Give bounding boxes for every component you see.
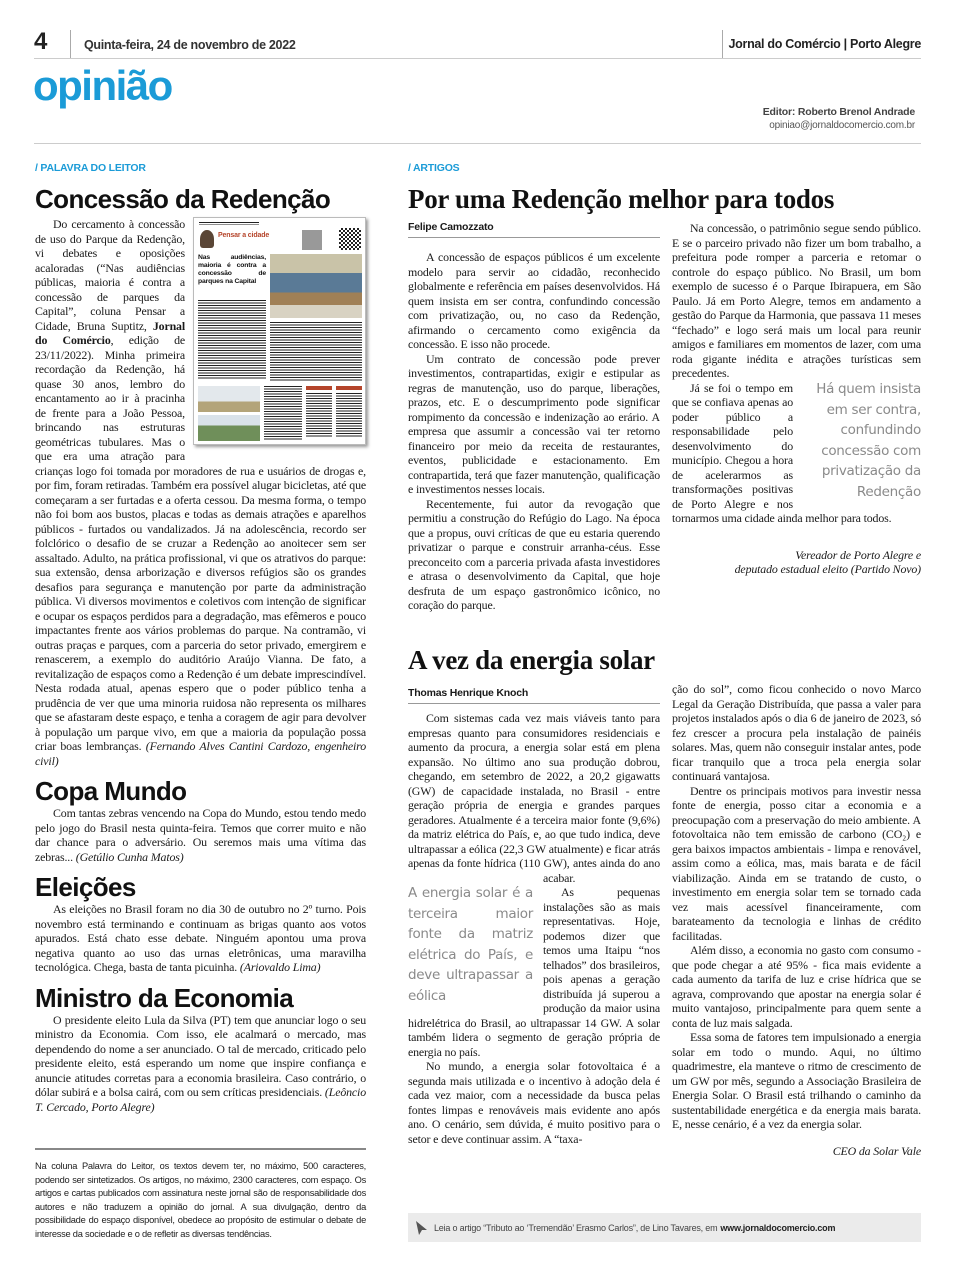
editor-email[interactable]: opiniao@jornaldocomercio.com.br [769,120,915,131]
article-title: A vez da energia solar [408,645,655,675]
letter-signature: (Leôncio T. Cercado, Porto Alegre) [35,1085,366,1114]
letter-signature: (Ariovaldo Lima) [239,960,321,974]
author-bio: CEO da Solar Vale [832,1143,921,1158]
issue-date: Quinta-feira, 24 de novembro de 2022 [84,38,296,52]
clipping-photo-2 [198,386,260,412]
header-rule [34,58,921,59]
newspaper-name: Jornal do Comércio [35,318,185,347]
letter-body: Com tantas zebras vencendo na Copa do Mundo, estou tendo medo pelo jogo do Brasil nesta quinta-feira. Temos que correr muito e não dar chance para o adversário. Ou seremos mais uma vítima das zebras... (Getúlio Cunha Matos) [35,806,366,864]
clipping-photo-3 [198,415,260,441]
author-bio: Vereador de Porto Alegre e deputado estadual eleito (Partido Novo) [734,547,921,576]
letter-signature: (Getúlio Cunha Matos) [75,849,184,864]
pull-quote: Há quem insista em ser contra, confundindo concessão com privatização da Redenção [816,381,921,500]
pull-quote: A energia solar é a terceira maior fonte da matriz elétrica do País, e deve ultrapassar a eólica [408,885,533,1004]
page-number: 4 [34,28,48,55]
section-title: opinião [33,62,172,109]
footnote: Na coluna Palavra do Leitor, os textos devem ter, no máximo, 500 caracteres, podendo ser sintetizados. Os artigos, no máximo, 2300 caracteres, com espaço. Os artigos e cartas publicados com assinatura neste jornal são de responsabilidade dos autores e não traduzem a opinião do jornal. A sua divulgação, dentro da possibilidade do espaço disponível, obedece ao propósito de estimular o debate de interesse da sociedade e o de refletir as diversas tendências. [35,1161,366,1239]
palavra-do-leitor-column [35,162,366,1114]
letter-title: Ministro da Economia [35,982,294,1013]
article-column-2: Há quem insista em ser contra, confundindo concessão com privatização da Redenção Na concessão, o patrimônio segue sendo público. E se o parceiro privado não fizer um bom trabalho, a prefeitura pode romper a parceria e retomar o controle do espaço público. No Brasil, um bom exemplo de sucesso é o Parque Ibirapuera, em São Paulo. Já em Porto Alegre, temos em andamento a gestão do Parque da Harmonia, que passava 11 meses “fechado” e logo será mais um local para reunir amigos e familiares em momentos de lazer, com uma roda gigante inédita e atrações turísticas sem precedentes. Já se foi o tempo em que se confiava apenas ao poder público a responsabilidade pelo desenvolvimento do município. Chegou a hora de acelerarmos as transformações positivas de Porto Alegre e nos tornarmos uma cidade ainda melhor para todos. Vereador de Porto Alegre e deputado estadual eleito (Partido Novo) [672,221,921,576]
promo-text: Leia o artigo “Tributo ao ‘Tremendão’ Erasmo Carlos”, de Lino Tavares, em [434,1222,718,1233]
letter-title: Eleições [35,872,136,902]
letter-title: Copa Mundo [35,776,187,806]
letter-body: As eleições no Brasil foram no dia 30 de outubro no 2º turno. Pois novembro está terminando e continuam as brigas quanto aos votos apurados. Está chato esse debate. Ninguém apontou uma prova negativa quanto ao uso das urnas eletrônicas, uma maravilha tecnológica. Chega, basta de tanta picuinha. (Ariovaldo Lima) [35,902,366,974]
header-rule-bottom [34,143,921,144]
article-author: Felipe Camozzato [408,221,660,238]
publication-name: Jornal do Comércio | Porto Alegre [728,37,921,51]
section-label: / ARTIGOS [408,162,460,174]
article-column-1: A concessão de espaços públicos é um excelente modelo para servir ao cidadão, reconhecido globalmente e referência em países desenvolvidos. Há quem insista em ser contra, confundindo concessão com privatização, ou, no caso da Redenção, afirmando o cercamento como exigência da concessão. E isso não procede. Um contrato de concessão pode prever investimentos, contrapartidas, exigir e estipular as regras de manutenção, uso do parque, liberações, prazos, etc. E o descumprimento pode significar rompimento da concessão e indenização ao erário. A empresa que assumir a concessão vai ter retorno financeiro por meio da receita de restaurantes, eventos, publicidade e estacionamento. Em contrapartida, terá que fazer manutenção, qualificação e investimentos nesses locais. Recentemente, fui autor da revogação que permitiu a construção do Refúgio do Lago. Na época que a propus, ouvi críticas de que eu estaria querendo privatizar o parque e construir arranha-céus. Esse preconceito com a parceria privada afasta investidores e atrasa o desenvolvimento da Capital, que hoje desfruta de um espaço gastronômico icônico, no coração do parque. [408,250,660,612]
cursor-arrow-icon [416,1221,427,1235]
letter-body: O presidente eleito Lula da Silva (PT) tem que anunciar logo o seu ministro da Economia. Com isso, ele acalmará o mercado, mas dependendo do nome a ser anunciado. O tal de mercado, criticado pelo presidente eleito, está esperando um nome que inspire confiança e anuncie atitudes corretas para a economia brasileira. Caso contrário, o dólar subirá e a bolsa cairá, com ou sem críticas presidenciais. (Leôncio T. Cercado, Porto Alegre) [35,1012,366,1114]
header-divider [722,30,723,58]
editor-name: Editor: Roberto Brenol Andrade [762,106,915,118]
clipping-headline: Nas audiências, maioria é contra a concessão de parques na Capital [198,254,266,285]
letter-body: Pensar a cidade Nas audiências, maioria é contra a concessão de parques na Capital Do cercamento à concessão de uso do Parque da Redenção, vi debates e oposições acaloradas (“Nas audiências públicas, maioria é contra a concessão de parques da Capital”, coluna Pensar a Cidade, Bruna Suptitz, Jornal do Comércio, edição de 23/11/2022). Minha primeira recordação da Redenção, há quase 30 anos, lembro do encantamento ao ir à pracinha de frente para a João Pessoa, brincando nas estruturas geométricas tubulares. Mas o que era uma atração para crianças logo foi tomada por moradores de rua e usuários de drogas e, por fim, foram retiradas. Também era possível alugar bicicletas, até que começaram a ser furtadas e a oferta cessou. Da mesma forma, o tempo não foi bom aos bustos, placas e todas as demais atrações e aparelhos públicos - furtados ou vandalizados. Já na adolescência, recordo ser folclórico o desafio de se cruzar a Redenção ao anoitecer sem ser assaltado. Adulto, na prática profissional, vi que os atrativos do parque: sua extensão, densa arborização e diversos refúgios são os grandes desafios para segurança e manutenção por parte da administração pública. Vi diversos movimentos e coletivos com intenção de significar e ocupar os espaços perdidos para a degradação, mas efêmeros e pouco impactantes frente aos vários problemas do parque. Na contramão, vi outras praças e parques, com a parceria do setor privado, emergirem e renascerem, a exemplo do auditório Araújo Vianna. De fato, a revitalização de espaços como a Redenção é um debate imprescindível. Nesta rodada atual, apenas espero que o poder público tenha a prudência de ver que uma minoria ruidosa não representa os milhares que se afastaram deste espaço, e tenha a coragem de agir para devolver à população um parque vivo, em que a maioria da população possa criar boas lembranças. (Fernando Alves Cantini Cardozo, engenheiro civil) [35,217,366,768]
article-author: Thomas Henrique Knoch [408,687,660,704]
clipping-photo [270,254,362,318]
section-label: / PALAVRA DO LEITOR [35,162,146,174]
article-column-2: ção do sol”, como ficou conhecido o novo Marco Legal da Geração Distribuída, que passa a valer para projetos instalados após o dia 6 de janeiro de 2023, só fez crescer a procura pela instalação de painéis solares. Mas, quem não conseguir instalar antes, pode ficar tranquilo que a troca pela energia solar continuará vantajosa. Dentre os principais motivos para investir nessa fonte de energia, posso citar a economia e a preocupação com a preservação do meio ambiente. A fotovoltaica não tem emissão de carbono (CO₂) e gera baixos impactos ambientais - limpa e renovável, assim como a eólica, mas, mais barata e de fácil viabilização. Ainda em se tratando de custo, o investimento em energia solar tem se tornado cada vez mais acessível financeiramente, com barateamento da tecnologia e linhas de crédito facilitadas. Além disso, a economia no gasto com consumo - que pode chegar a até 95% - fica mais evidente a cada aumento da tarifa de luz e crise hídrica que se agrava, comprovando que apostar na energia solar é muito vantajoso, principalmente para quem sente a conta de luz mais salgada. Essa soma de fatores tem impulsionado a energia solar em todo o mundo. Aqui, no último quadrimestre, ela manteve o ritmo de crescimento de um GW por mês, segundo a Associação Brasileira de Energia Solar. O Brasil está trilhando o caminho da sustentabilidade energética e da energia mais barata. E, nesse cenário, é a vez da energia solar. CEO da Solar Vale [672,682,921,1158]
promo-link[interactable]: www.jornaldocomercio.com [720,1222,836,1233]
header-divider [70,30,71,58]
article-column-1: A energia solar é a terceira maior fonte da matriz elétrica do País, e deve ultrapassar a eólica Com sistemas cada vez mais viáveis tanto para empresas quanto para consumidores residenciais e aumento da procura, a energia solar está em plena expansão. No último ano sua produção dobrou, chegando, em setembro de 2022, a 20,2 gigawatts (GW) de capacidade instalada, no Brasil - entre geração própria de energia e grandes parques geradores. Atualmente é a terceira maior fonte (9,6%) da matriz elétrica do País, e, ao que tudo indica, deve ultrapassar a eólica (22,3 GW atualmente) e ficar atrás apenas da fonte hídrica (110 GW), antes ainda do ano acabar. As pequenas instalações são as mais representativas. Hoje, podemos dizer que temos uma Itaipu “nos telhados” dos brasileiros, pois apenas a geração distribuída já superou a produção da maior usina hidrelétrica do Brasil, ao ultrapassar 14 GW. A solar também lidera o segmento de geração própria de energia no país. No mundo, a energia solar fotovoltaica é a segunda mais utilizada e o incentivo à adoção dela é cada vez maior, com a necessidade da busca pelas fontes limpas e renováveis mais evidente ano após ano. O cenário, sem dúvida, é muito positivo para o setor e deve continuar assim. A “taxa- [408,711,660,1146]
clipping-column-name: Pensar a cidade [218,232,270,239]
clipping-image [193,217,366,445]
footnote-rule [35,1148,366,1150]
online-article-promo[interactable] [408,1213,921,1242]
letter-signature: (Fernando Alves Cantini Cardozo, engenheiro civil) [35,739,366,768]
letter-title: Concessão da Redenção [35,184,331,214]
article-title: Por uma Redenção melhor para todos [408,184,835,214]
